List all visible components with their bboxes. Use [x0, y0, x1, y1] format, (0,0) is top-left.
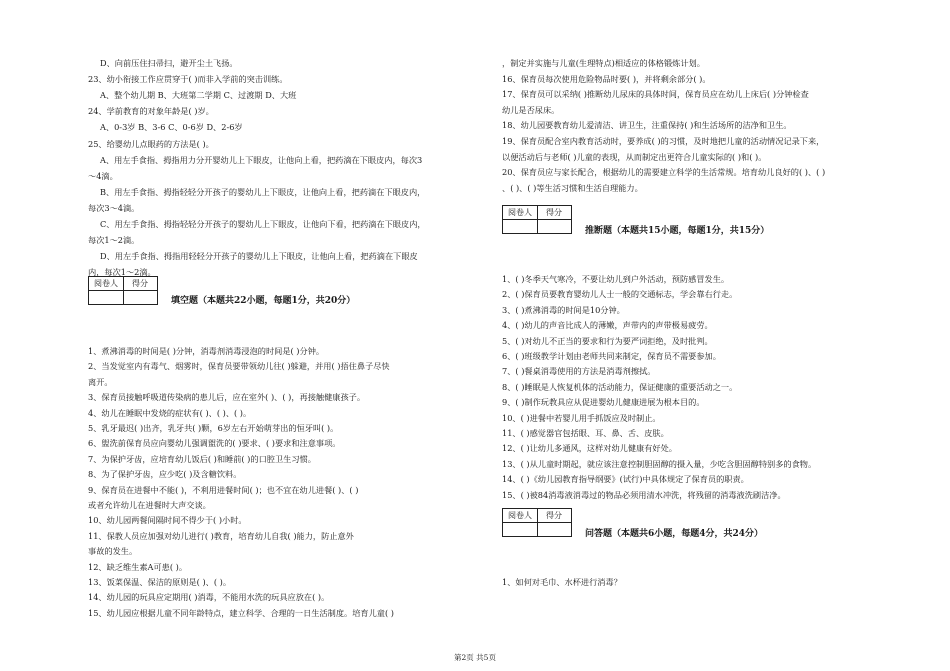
text-line: 每次1～2滴。	[88, 235, 140, 246]
text-line: 10、( )进餐中若婴儿用手抓饭应及时制止。	[502, 412, 661, 423]
text-line: 幼儿是否尿床。	[502, 104, 560, 115]
text-line: 1、煮沸消毒的时间是( )分钟，消毒剂消毒浸泡的时间是( )分钟。	[88, 346, 325, 356]
score-box-reviewer-label: 阅卷人	[508, 208, 532, 217]
text-line: 以便活动后与老师( )儿童的表现，从而制定出更符合儿童实际的( )和( )。	[502, 151, 767, 162]
text-line: 14、幼儿园的玩具应定期用( )消毒，不能用水洗的玩具应放在( )。	[88, 592, 330, 603]
score-box-judge	[502, 205, 572, 234]
text-line: 15、幼儿园应根据儿童不同年龄特点，建立科学、合理的一日生活制度。培育儿童( )	[88, 607, 394, 618]
text-line: 24、学前教育的对象年龄是( )岁。	[88, 106, 214, 117]
text-line: 12、缺乏维生素A可患( )。	[88, 561, 188, 572]
score-box-qa	[502, 508, 572, 537]
score-box-reviewer-label: 阅卷人	[94, 279, 118, 288]
text-line: A、整个幼儿期 B、大班第二学期 C、过渡期 D、大班	[100, 90, 297, 101]
text-line: 16、保育员每次使用危险物品时要( )，并将剩余部分( )。	[502, 73, 711, 84]
text-line: 5、( )对幼儿不正当的要求和行为要严词拒绝，及时批判。	[502, 335, 713, 346]
text-line: D、用左手食指、拇指用轻轻分开孩子的婴幼儿上下眼皮，让他向上看，把药滴在下眼皮	[100, 251, 418, 262]
score-box-score-label: 得分	[132, 279, 148, 288]
text-line: 2、当发觉室内有毒气、烟雾时，保育员要带领幼儿往( )躲避，并用( )捂住鼻子尽快	[88, 361, 390, 372]
text-line: 3、保育员接触呼吸道传染病的患儿后，应在室外( )、( )，再接触健康孩子。	[88, 392, 366, 403]
text-line: 3、( )煮沸消毒的时间是10分钟。	[502, 304, 625, 315]
text-line: 14、( )《幼儿园教育指导纲要》(试行)中具体规定了保育员的职责。	[502, 474, 749, 485]
text-line: 4、( )幼儿的声音比成人的薄嫩，声带内的声带极易疲劳。	[502, 320, 713, 331]
text-line: 6、盥洗前保育员应向婴幼儿强调盥洗的( )要求、( )要求和注意事项。	[88, 438, 341, 449]
text-line: 或者允许幼儿在进餐时大声交谈。	[88, 500, 211, 510]
score-box-fill	[88, 276, 158, 305]
text-line: 每次3～4滴。	[88, 202, 140, 213]
score-box-reviewer-label: 阅卷人	[508, 511, 532, 520]
page-number-footer: 第2页 共5页	[454, 653, 496, 662]
text-line: 23、幼小衔接工作应贯穿于( )而非入学前的突击训练。	[88, 74, 288, 85]
text-line: 事故的发生。	[88, 546, 138, 557]
text-line: A、用左手食指、拇指用力分开婴幼儿上下眼皮，让他向上看，把药滴在下眼皮内，每次3	[100, 154, 423, 165]
text-line: 2、( )保育员要教育婴幼儿人士一般的交通标志，学会靠右行走。	[502, 289, 738, 300]
section-title-judge: 推断题（本题共15小题，每题1分，共15分）	[585, 226, 770, 236]
text-line: 9、保育员在进餐中不能( )，不利用进餐时间( )；也不宜在幼儿进餐( )、( )	[88, 484, 359, 495]
text-line: ，制定并实施与儿童(生理特点)相适应的体格锻炼计划。	[502, 58, 705, 68]
text-line: 6、( )班级教学计划由老师共同来制定，保育员不需要参加。	[502, 351, 721, 361]
text-line: B、用左手食指、拇指轻轻分开孩子的婴幼儿上下眼皮，让他向上看，把药滴在下眼皮内，	[100, 186, 426, 197]
score-box-score-label: 得分	[546, 208, 562, 217]
text-line: 1、如何对毛巾、水杯进行消毒？	[502, 577, 622, 587]
text-line: 5、乳牙最迟( )出齐，乳牙共( )颗，6岁左右开始萌芽出的恒牙叫( )。	[88, 423, 339, 433]
text-line: 10、幼儿园两餐间隔时间不得少于( )小时。	[88, 515, 247, 526]
text-line: A、0-3岁 B、3-6 C、0-6岁 D、2-6岁	[100, 122, 243, 133]
text-line: 19、保育员配合室内教育活动时，要养成( )的习惯，及时地把儿童的活动情况记录下来，	[502, 136, 825, 146]
section-title-qa: 问答题（本题共6小题，每题4分，共24分）	[585, 529, 764, 539]
text-line: 11、( )感觉器官包括眼、耳、鼻、舌、皮肤。	[502, 428, 669, 438]
text-line: 13、( )从儿童时期起，就应该注意控制胆固醇的摄入量，少吃含胆固醇特别多的食物。	[502, 458, 817, 469]
text-line: 12、( )让幼儿多通风，这样对幼儿健康有好处。	[502, 443, 677, 454]
text-line: 1、( )冬季天气寒冷，不要让幼儿到户外活动，预防感冒发生。	[502, 274, 730, 284]
text-line: 7、为保护牙齿，应培育幼儿饭后( )和睡前( )的口腔卫生习惯。	[88, 453, 316, 464]
text-line: 8、为了保护牙齿，应少吃( )及含糖饮料。	[88, 469, 242, 480]
text-line: 11、保教人员应加强对幼儿进行( )教育，培育幼儿自我( )能力，防止意外	[88, 530, 354, 541]
text-line: 17、保育员可以采纳( )推断幼儿尿床的具体时间，保育员应在幼儿上床后( )分钟检查	[502, 89, 809, 100]
score-box-score-label: 得分	[546, 511, 562, 520]
text-line: 7、( )餐桌消毒使用的方法是消毒剂擦拭。	[502, 366, 656, 377]
text-line: 13、饭菜保温、保洁的原则是( )、( )。	[88, 577, 232, 587]
text-line: C、用左手食指、拇指轻轻分开孩子的婴幼儿上下眼皮，让他向下看，把药滴在下眼皮内，	[100, 219, 426, 229]
text-line: 25、给婴幼儿点眼药的方法是( )。	[88, 138, 214, 149]
text-line: 8、( )睡眠是人恢复机体的活动能力，保证健康的重要活动之一。	[502, 381, 738, 392]
text-line: D、向前压住扫帚扫，避开尘土飞扬。	[100, 58, 238, 68]
text-line: 18、幼儿园要教育幼儿爱清洁、讲卫生，注重保持( )和生活场所的洁净和卫生。	[502, 120, 792, 131]
text-line: 离开。	[88, 376, 113, 387]
text-line: 、( )、( )等生活习惯和生活自理能力。	[502, 182, 643, 193]
text-line: 4、幼儿在睡眠中发烧的症状有( )、( )、( )。	[88, 407, 252, 418]
text-line: 15、( )被84消毒液消毒过的物品必须用清水冲洗，将残留的消毒液洗刷洁净。	[502, 489, 786, 500]
text-line: ～4滴。	[88, 170, 118, 181]
text-line: 内，每次1～2滴。	[88, 267, 156, 278]
text-line: 9、( )制作玩教具应从促进婴幼儿健康进展为根本目的。	[502, 397, 705, 408]
section-title-fill: 填空题（本题共22小题，每题1分，共20分）	[171, 296, 356, 306]
text-line: 20、保育员应与家长配合，根据幼儿的需要建立科学的生活常规。培育幼儿良好的( )、( )	[502, 167, 826, 178]
